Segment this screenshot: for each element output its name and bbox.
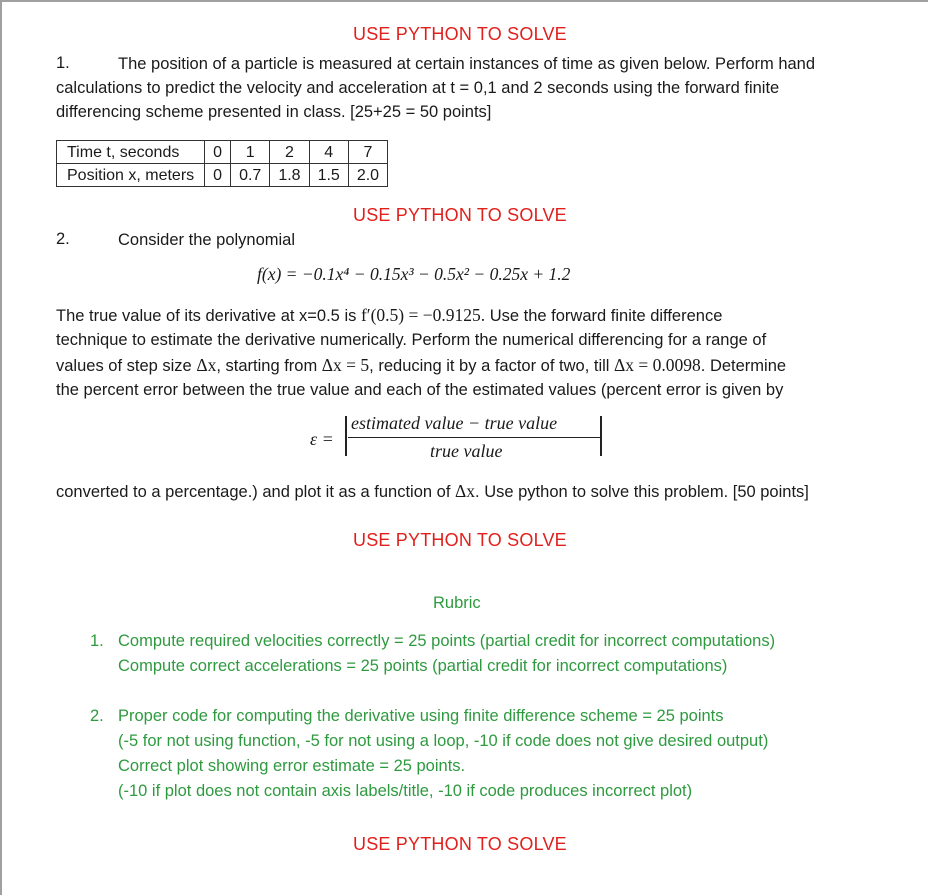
q1-line-3: differencing scheme presented in class. [25+25 = 50 points] xyxy=(56,103,492,121)
table-cell: 4 xyxy=(309,141,348,164)
table-cell: 7 xyxy=(348,141,387,164)
position-time-table xyxy=(56,140,388,187)
text-run: The true value of its derivative at x=0.5 is xyxy=(56,307,361,325)
abs-bar-left xyxy=(345,416,347,456)
rubric-item-1-line-2: Compute correct accelerations = 25 points (partial credit for incorrect computations) xyxy=(118,657,728,675)
use-python-heading-1: USE PYTHON TO SOLVE xyxy=(353,24,567,44)
table-row-position xyxy=(57,164,388,187)
rubric-item-2-number: 2. xyxy=(90,707,104,725)
table-cell: 0 xyxy=(205,164,231,187)
q1-line-1: The position of a particle is measured at certain instances of time as given below. Perform hand xyxy=(118,55,816,73)
rubric-item-2-line-1: Proper code for computing the derivative using finite difference scheme = 25 points xyxy=(118,707,724,725)
polynomial-equation: f(x) = −0.1x⁴ − 0.15x³ − 0.5x² − 0.25x + 1.2 xyxy=(257,264,571,284)
epsilon-symbol: ε = xyxy=(310,429,334,449)
rubric-item-2-line-2: (-5 for not using function, -5 for not using a loop, -10 if code does not give desired output) xyxy=(118,732,769,750)
text-run: . Use python to solve this problem. [50 points] xyxy=(475,483,809,501)
true-derivative-expression: f′(0.5) = −0.9125. xyxy=(360,305,486,325)
text-run: . Determine xyxy=(700,357,787,375)
use-python-heading-2: USE PYTHON TO SOLVE xyxy=(353,205,567,225)
table-cell: 1 xyxy=(231,141,270,164)
table-cell: 0 xyxy=(205,141,231,164)
table-row-label: Position x, meters xyxy=(57,164,205,187)
text-run: , reducing it by a factor of two, till xyxy=(369,357,615,375)
q2-para-line-1 xyxy=(56,303,722,329)
table-cell: 2 xyxy=(270,141,309,164)
table-cell: 1.5 xyxy=(309,164,348,187)
epsilon-numerator: estimated value − true value xyxy=(351,413,558,433)
use-python-heading-3: USE PYTHON TO SOLVE xyxy=(353,530,567,550)
abs-bar-right xyxy=(600,416,602,456)
q2-number: 2. xyxy=(56,230,70,248)
use-python-heading-4: USE PYTHON TO SOLVE xyxy=(353,834,567,854)
q2-para-line-4: the percent error between the true value and each of the estimated values (percent error is given by xyxy=(56,381,784,399)
table-cell: 0.7 xyxy=(231,164,270,187)
text-run: , starting from xyxy=(216,357,322,375)
step-size-start: Δx = 5 xyxy=(321,355,370,375)
table-cell: 1.8 xyxy=(270,164,309,187)
q1-number: 1. xyxy=(56,54,70,72)
rubric-item-2-line-3: Correct plot showing error estimate = 25 points. xyxy=(118,757,466,775)
step-size-symbol: Δx xyxy=(196,355,217,375)
text-run: Use the forward finite difference xyxy=(485,307,723,325)
step-size-symbol: Δx xyxy=(455,481,476,501)
q2-para-line-3 xyxy=(56,353,786,379)
rubric-title: Rubric xyxy=(433,594,481,612)
rubric-item-1-number: 1. xyxy=(90,632,104,650)
rubric-item-2-line-4: (-10 if plot does not contain axis labels/title, -10 if code produces incorrect plot) xyxy=(118,782,693,800)
text-run: converted to a percentage.) and plot it as a function of xyxy=(56,483,456,501)
q2-para-line-2: technique to estimate the derivative numerically. Perform the numerical differencing for a range of xyxy=(56,331,767,349)
q1-line-2: calculations to predict the velocity and acceleration at t = 0,1 and 2 seconds using the forward finite xyxy=(56,79,780,97)
rubric-item-1-line-1: Compute required velocities correctly = 25 points (partial credit for incorrect computations) xyxy=(118,632,776,650)
table-cell: 2.0 xyxy=(348,164,387,187)
step-size-end: Δx = 0.0098 xyxy=(614,355,701,375)
text-run: values of step size xyxy=(56,357,197,375)
epsilon-denominator: true value xyxy=(430,441,503,461)
fraction-bar xyxy=(348,437,600,438)
q2-after-formula xyxy=(56,479,809,505)
table-row-time xyxy=(57,141,388,164)
q2-intro: Consider the polynomial xyxy=(118,231,296,249)
table-row-label: Time t, seconds xyxy=(57,141,205,164)
